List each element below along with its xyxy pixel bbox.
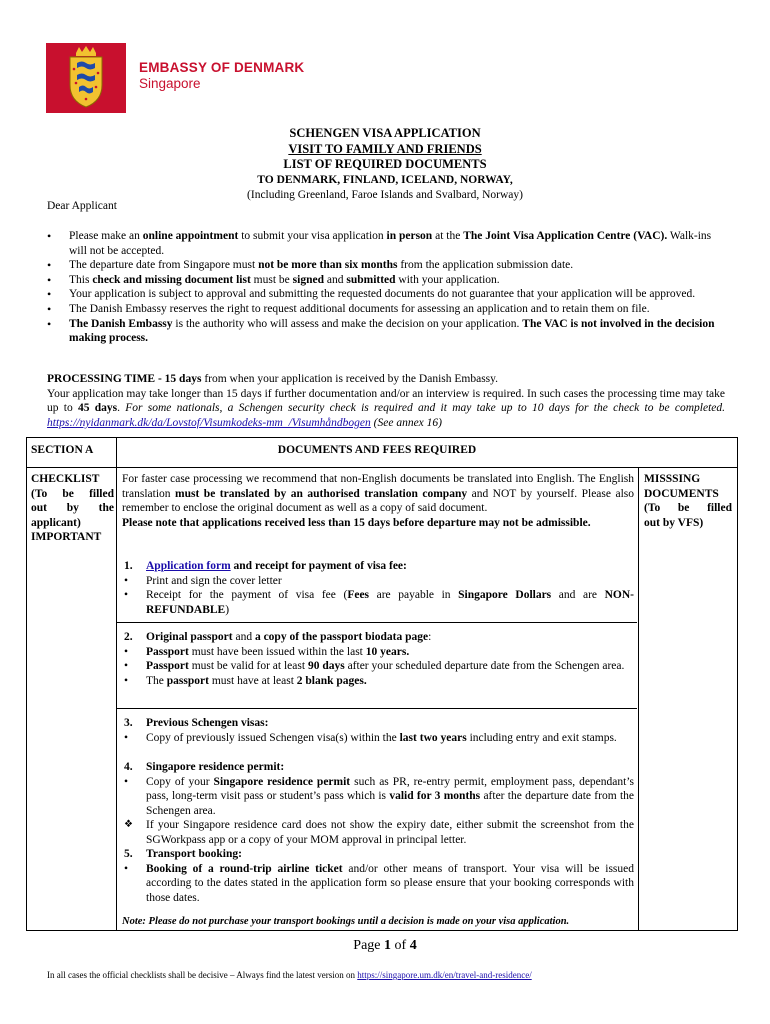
list-item [122, 588, 634, 617]
title-line-4: TO DENMARK, FINLAND, ICELAND, NORWAY, [257, 173, 513, 186]
text: . [117, 402, 126, 415]
missing-documents-column-label [644, 472, 732, 530]
requirement-passport [122, 630, 634, 688]
title-line-2: VISIT TO FAMILY AND FRIENDS [288, 141, 482, 156]
checklist-column-label [31, 472, 114, 545]
text: For faster case processing we recommend that non-English documents be translated into English. The English translation [122, 473, 634, 500]
table-header: DOCUMENTS AND FEES REQUIRED [277, 444, 477, 456]
text: Singapore residence permit: [146, 761, 285, 773]
text: Original passport [146, 631, 233, 643]
text-bold: 10 years. [365, 645, 410, 658]
text-bold: The VAC is not involved in the decision making process. [69, 317, 715, 345]
checklist-latest-link[interactable]: https://singapore.um.dk/en/travel-and-residence/ [357, 970, 532, 980]
list-item [122, 645, 634, 660]
text: In all cases the official checklists shall be decisive – Always find the latest version on [47, 970, 358, 980]
embassy-name: EMBASSY OF DENMARK [139, 60, 305, 75]
text: The [146, 674, 167, 687]
text: is the authority who will assess and make the decision on your application. [172, 317, 523, 330]
text: Print and sign the cover letter [146, 574, 282, 587]
list-item [122, 674, 634, 689]
text-bold: online appointment [142, 230, 239, 242]
item-number: 2. [124, 631, 133, 643]
text: Your application is subject to approval and submitting the requested documents do not guarantee that your application will be approved. [69, 288, 696, 301]
text: from when your application is received by the Danish Embassy. [201, 373, 499, 385]
text: : [428, 631, 432, 643]
text-bold: Passport [146, 660, 189, 673]
requirement-residence-permit [122, 760, 634, 848]
list-item [122, 862, 634, 906]
page-total: 4 [409, 938, 417, 953]
text: Please make an [69, 230, 143, 242]
text: at the [432, 230, 464, 242]
text-italic: (See annex 16) [370, 416, 442, 429]
processing-label: PROCESSING TIME - 15 days [47, 373, 202, 385]
text: Copy of previously issued Schengen visa(s) within the [146, 731, 400, 744]
text-bold: Singapore Dollars [458, 589, 552, 602]
text: Previous Schengen visas: [146, 717, 269, 729]
text: a copy of the passport biodata page [254, 631, 429, 643]
text-bold: Singapore residence permit [213, 775, 351, 788]
text: of [391, 938, 410, 953]
footer-note [47, 970, 747, 980]
embassy-logo [46, 43, 126, 113]
text: and NOT by yourself. Please also remember to enclose the original document as well as a copy of said document. [122, 487, 634, 515]
text: Transport booking: [146, 848, 242, 860]
text: Receipt for the payment of visa fee ( [146, 589, 348, 602]
text: from the application submission date. [397, 259, 574, 272]
text-bold: must be translated by an authorised translation company [175, 487, 468, 500]
text: applicant) [31, 516, 81, 529]
text-bold: 2 blank pages. [296, 674, 367, 687]
text-bold: Booking of a round-trip airline ticket [146, 862, 343, 875]
instructions-list [47, 229, 727, 346]
list-item [122, 731, 634, 746]
text: CHECKLIST [31, 473, 100, 485]
coat-of-arms-icon [46, 43, 126, 113]
text: must be [250, 273, 293, 286]
text-bold: passport [166, 674, 209, 687]
text-bold: Fees [347, 589, 370, 602]
text: to submit your visa application [238, 230, 387, 242]
text: (To be filled [31, 487, 114, 500]
instruction-item [47, 302, 727, 317]
list-item [122, 574, 634, 589]
list-item [122, 818, 634, 847]
text: Walk-ins will not be accepted. [69, 230, 712, 257]
text: such as PR, re-entry permit, employment pass, dependant’s pass, long-term visit pass or student’s pass which is [146, 775, 634, 803]
item-number: 1. [124, 560, 133, 572]
text: out by VFS) [644, 516, 704, 529]
text: after the departure date from the Schengen area. [146, 790, 634, 817]
text: must be valid for at least [188, 660, 308, 673]
text: and [232, 631, 255, 643]
page-current: 1 [384, 938, 392, 953]
item-number: 4. [124, 761, 133, 773]
text: are payable in [369, 589, 459, 602]
text: ) [225, 603, 230, 616]
instruction-item [47, 258, 727, 273]
text: Your application may take longer than 15 days if further documentation and/or an interview is required. In such cases the processing time may take up to [47, 387, 725, 415]
text-bold: not be more than six months [258, 259, 398, 272]
item-number: 3. [124, 717, 133, 729]
text: This [69, 273, 93, 286]
title-line-5: (Including Greenland, Faroe Islands and Svalbard, Norway) [247, 189, 523, 201]
text-bold: check and missing document list [92, 273, 251, 286]
item-number: 5. [124, 848, 133, 860]
text-bold: The Danish Embassy [69, 317, 173, 330]
text: and receipt for payment of visa fee: [230, 560, 407, 572]
title-line-3: LIST OF REQUIRED DOCUMENTS [283, 157, 487, 171]
text: out by the [31, 502, 114, 515]
instruction-item [47, 317, 727, 346]
text: DOCUMENTS [644, 487, 719, 500]
instruction-item [47, 287, 727, 302]
text-bold: The Joint Visa Application Centre (VAC). [463, 230, 668, 242]
text-bold: signed [292, 273, 324, 286]
processing-time-section [47, 372, 725, 430]
embassy-city: Singapore [139, 76, 201, 91]
text-bold: Passport [146, 645, 189, 658]
salutation: Dear Applicant [47, 200, 117, 212]
text: IMPORTANT [31, 531, 102, 544]
documents-table [26, 437, 738, 931]
section-label: SECTION A [31, 444, 94, 456]
requirement-application-form [122, 559, 634, 617]
text-italic: For some nationals, a Schengen security check is required and it may take up to 10 days for the check to be completed. [125, 402, 726, 415]
text-bold: in person [386, 230, 433, 242]
text: (To be filled [644, 502, 732, 515]
application-form-link[interactable]: Application form [146, 560, 231, 572]
translation-notice [122, 472, 634, 530]
title-line-1: SCHENGEN VISA APPLICATION [289, 126, 481, 140]
text: and are [551, 589, 605, 602]
requirement-previous-visas [122, 716, 634, 745]
text-bold: 90 days [307, 660, 345, 673]
text: The Danish Embassy reserves the right to request additional documents for assessing an application and to retain them on file. [69, 302, 650, 315]
text-bold: last two years [399, 731, 467, 744]
page-number [0, 938, 770, 954]
text: including entry and exit stamps. [466, 731, 617, 744]
text-bold: submitted [346, 273, 396, 286]
list-item [122, 775, 634, 819]
text-bold: 45 days [77, 402, 118, 415]
transport-note: Note: Please do not purchase your transport bookings until a decision is made on your visa application. [122, 916, 570, 927]
text: Page [353, 938, 385, 953]
text-bold: NON-REFUNDABLE [146, 589, 634, 616]
text: MISSSING [644, 473, 701, 485]
text-bold: valid for 3 months [389, 790, 481, 803]
requirement-transport-booking [122, 847, 634, 905]
text: Copy of your [146, 775, 214, 788]
admissibility-note: Please note that applications received less than 15 days before departure may not be admissible. [122, 516, 591, 529]
instruction-item [47, 273, 727, 288]
text: must have been issued within the last [188, 645, 366, 658]
text: The departure date from Singapore must [69, 259, 259, 272]
list-item [122, 659, 634, 674]
document-title [0, 126, 770, 204]
text: after your scheduled departure date from the Schengen area. [344, 660, 625, 673]
text: with your application. [395, 273, 500, 286]
instruction-item [47, 229, 727, 258]
text: If your Singapore residence card does not show the expiry date, either submit the screenshot from the SGWorkpass app or a copy of your MOM approval in principal letter. [146, 819, 634, 846]
text: and [323, 273, 347, 286]
text: must have at least [208, 674, 297, 687]
text: and/or other means of transport. Your visa will be issued according to the dates stated in the application form so please ensure that your booking corresponds with those dates. [146, 862, 635, 904]
visa-handbook-link[interactable]: https://nyidanmark.dk/da/Lovstof/Visumkodeks-mm_/Visumhåndbogen [47, 416, 371, 429]
